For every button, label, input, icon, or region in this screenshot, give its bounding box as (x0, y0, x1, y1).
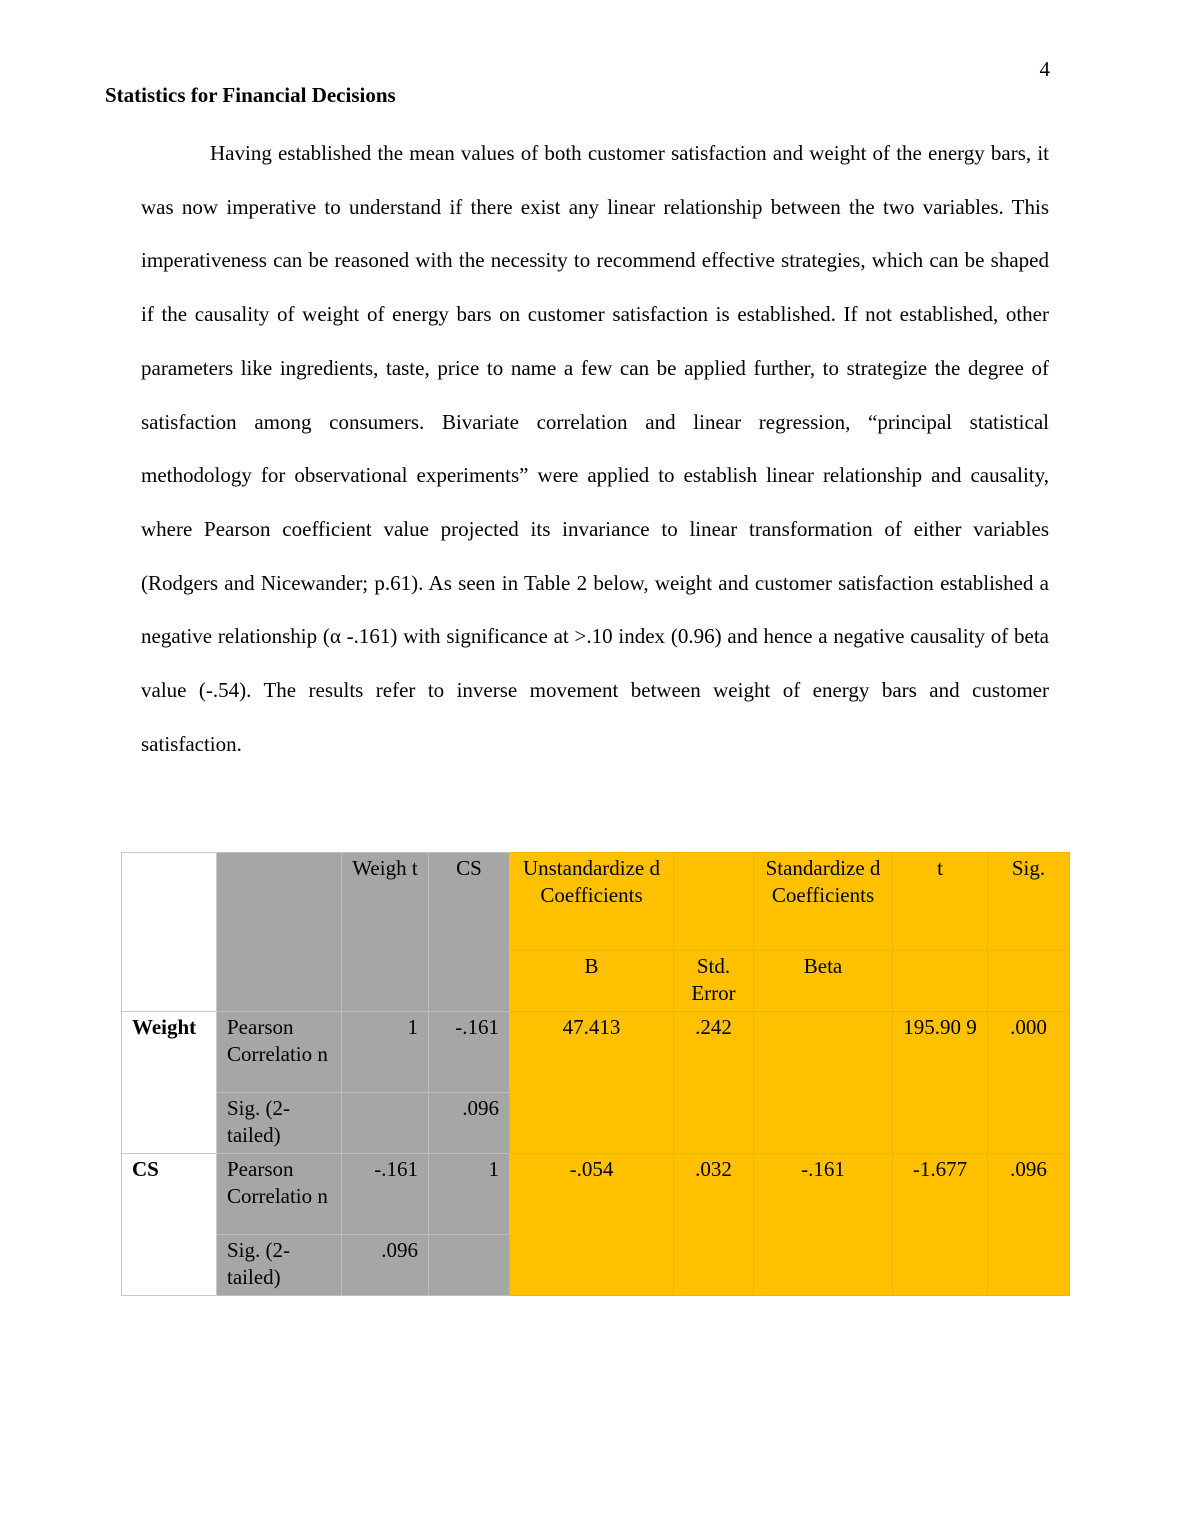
pearson-label: Pearson Correlatio n (217, 1154, 342, 1235)
header-std-error: Std. Error (674, 951, 754, 1012)
value-cell: .096 (342, 1235, 429, 1296)
value-cell: .096 (988, 1154, 1070, 1296)
table-header-row (122, 853, 1070, 951)
header-blank-cell (988, 951, 1070, 1012)
table-row (122, 1154, 1070, 1235)
header-cs: CS (429, 853, 510, 1012)
row-label-cs: CS (122, 1154, 217, 1296)
value-cell: .032 (674, 1154, 754, 1296)
header-weight: Weigh t (342, 853, 429, 1012)
value-cell (429, 1235, 510, 1296)
table-row (122, 1012, 1070, 1093)
value-cell (754, 1012, 893, 1154)
statistics-table (121, 852, 1070, 1296)
page-number: 4 (1039, 57, 1050, 81)
value-cell: -.161 (754, 1154, 893, 1296)
header-blank-cell (674, 853, 754, 951)
header-unstandardized-coefficients: Unstandardize d Coefficients (510, 853, 674, 951)
header-blank-cell (893, 951, 988, 1012)
value-cell: .096 (429, 1093, 510, 1154)
header-blank-cell (217, 853, 342, 1012)
row-label-weight: Weight (122, 1012, 217, 1154)
header-blank-cell (122, 853, 217, 1012)
body-paragraph: Having established the mean values of both customer satisfaction and weight of the energy bars, it was now imperative to understand if there exist any linear relationship between the two variables. This imperativeness can be reasoned with the necessity to recommend effective strategies, which can be shaped if the causality of weight of energy bars on customer satisfaction is established. If not established, other parameters like ingredients, taste, price to name a few can be applied further, to strategize the degree of satisfaction among consumers. Bivariate correlation and linear regression, “principal statistical methodology for observational experiments” were applied to establish linear relationship and causality, where Pearson coefficient value projected its invariance to linear transformation of either variables (Rodgers and Nicewander; p.61). As seen in Table 2 below, weight and customer satisfaction established a negative relationship (α -.161) with significance at >.10 index (0.96) and hence a negative causality of beta value (-.54). The results refer to inverse movement between weight of energy bars and customer satisfaction. (141, 141, 1049, 756)
value-cell: .000 (988, 1012, 1070, 1154)
pearson-label: Pearson Correlatio n (217, 1012, 342, 1093)
section-heading: Statistics for Financial Decisions (105, 83, 396, 107)
header-t: t (893, 853, 988, 951)
value-cell: 1 (342, 1012, 429, 1093)
header-sig: Sig. (988, 853, 1070, 951)
value-cell: -.161 (429, 1012, 510, 1093)
value-cell: 1 (429, 1154, 510, 1235)
value-cell: 195.90 9 (893, 1012, 988, 1154)
header-b: B (510, 951, 674, 1012)
value-cell (342, 1093, 429, 1154)
header-standardized-coefficients: Standardize d Coefficients (754, 853, 893, 951)
header-beta: Beta (754, 951, 893, 1012)
value-cell: 47.413 (510, 1012, 674, 1154)
value-cell: -1.677 (893, 1154, 988, 1296)
value-cell: -.161 (342, 1154, 429, 1235)
sig-label: Sig. (2- tailed) (217, 1235, 342, 1296)
value-cell: -.054 (510, 1154, 674, 1296)
sig-label: Sig. (2- tailed) (217, 1093, 342, 1154)
value-cell: .242 (674, 1012, 754, 1154)
